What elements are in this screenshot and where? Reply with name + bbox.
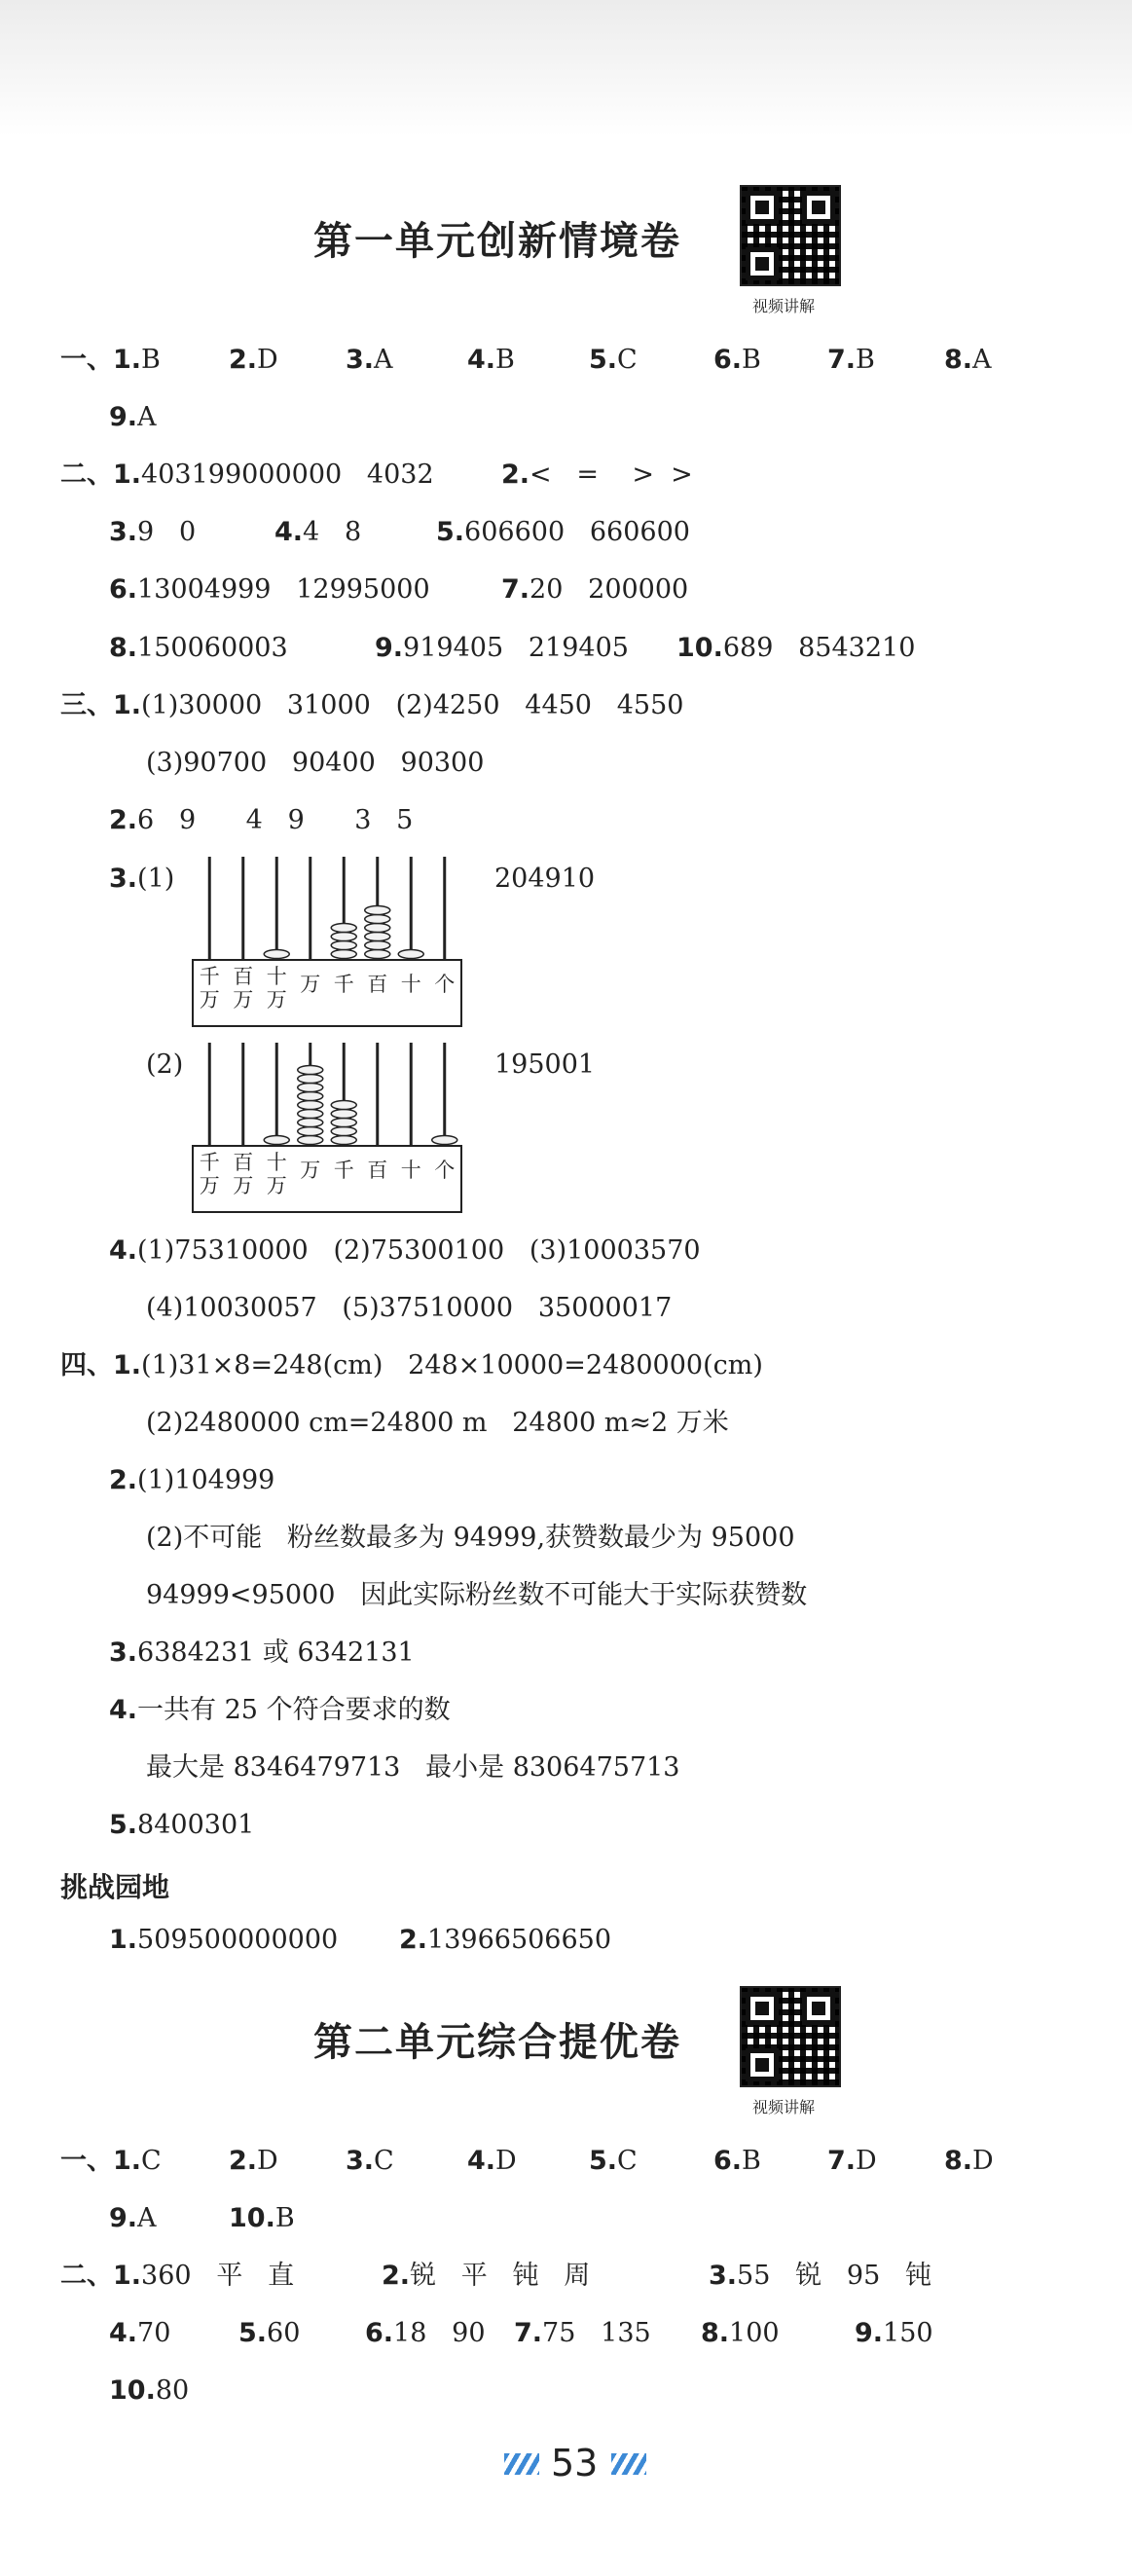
abacus-label: 千: [199, 1151, 220, 1174]
question-number: 8.: [944, 2146, 973, 2176]
answer-text: C: [374, 2146, 394, 2176]
question-number: 8.: [944, 345, 973, 375]
question-number: 6.: [109, 574, 138, 605]
scan-shading: [0, 0, 1132, 136]
answer-item: [467, 344, 515, 377]
answer-item: [60, 459, 434, 492]
abacus-label: 十: [400, 973, 421, 996]
abacus-bead: [298, 1084, 323, 1092]
abacus-label: 千: [333, 973, 354, 996]
abacus-label: 个: [434, 973, 456, 996]
abacus-label: 万: [233, 1174, 254, 1197]
abacus-label: 千: [333, 1159, 354, 1182]
answer-item: [109, 516, 196, 549]
question-number: 3.: [709, 2261, 738, 2291]
question-number: 6.: [713, 2146, 743, 2176]
abacus-label: 万: [300, 973, 321, 996]
answer-text: 18 90: [393, 2318, 486, 2348]
question-number: 4.: [467, 2146, 496, 2176]
answer-text: < = > >: [529, 460, 693, 490]
answer-text: 20 200000: [529, 574, 689, 605]
answer-text: C: [617, 2146, 638, 2176]
answer-item: [375, 632, 629, 665]
abacus-label: 万: [233, 988, 254, 1012]
unit1-s4-q1b: (2)2480000 cm=24800 m 24800 m≈2 万米: [146, 1408, 729, 1438]
abacus-label: 万: [199, 1174, 220, 1197]
answer-text: D: [495, 2146, 517, 2176]
abacus-bead: [298, 1127, 323, 1136]
answer-text: B: [856, 345, 875, 375]
answer-item: [827, 344, 875, 377]
abacus-bead: [298, 1101, 323, 1110]
answer-text: D: [972, 2146, 994, 2176]
answer-text: 100: [729, 2318, 780, 2348]
unit1-s4-q2: 2.(1)104999: [109, 1465, 275, 1495]
unit1-s4-q1: 四、1.(1)31×8=248(cm) 248×10000=2480000(cm): [60, 1350, 763, 1380]
question-number: 10.: [229, 2203, 275, 2233]
answer-item: [467, 2145, 517, 2178]
answer-item: [944, 2145, 994, 2178]
abacus-bead: [365, 941, 390, 950]
answer-item: [709, 2260, 931, 2293]
answer-item: [109, 2374, 189, 2408]
abacus-label: 千: [199, 965, 220, 988]
answer-item: [514, 2317, 651, 2350]
answer-item: [229, 2202, 295, 2235]
abacus-bead: [365, 924, 390, 933]
answer-item: [238, 2317, 300, 2350]
answer-item: [501, 459, 693, 492]
answer-item: [436, 516, 690, 549]
abacus-label: 万: [266, 988, 287, 1012]
question-number: 9.: [109, 402, 138, 432]
answer-text: 70: [137, 2318, 171, 2348]
qr-caption: 视频讲解: [752, 2098, 816, 2116]
abacus-bead: [331, 933, 356, 941]
question-number: 一、1.: [60, 2146, 142, 2176]
answer-item: [589, 344, 638, 377]
abacus-label: 百: [233, 1151, 254, 1174]
answer-text: A: [972, 345, 992, 375]
abacus-bead: [331, 924, 356, 933]
unit1-s4-q4: 4.一共有 25 个符合要求的数: [109, 1695, 451, 1725]
abacus-bead: [331, 941, 356, 950]
unit1-s3-q3: 3.(1): [109, 864, 175, 894]
answer-text: 9 0: [137, 517, 197, 547]
unit1-s4-q5: 5.8400301: [109, 1810, 255, 1840]
answer-item: [109, 1924, 338, 1957]
answer-item: [229, 344, 278, 377]
question-number: 二、1.: [60, 460, 142, 490]
answer-text: 13004999 12995000: [137, 574, 430, 605]
answer-item: [109, 2317, 170, 2350]
abacus-bead: [331, 1110, 356, 1119]
question-number: 1.: [109, 1925, 138, 1955]
answer-item: [365, 2317, 486, 2350]
question-number: 3.: [346, 2146, 375, 2176]
unit1-title: 第一单元创新情境卷: [313, 219, 681, 264]
answer-text: C: [141, 2146, 162, 2176]
answer-text: A: [374, 345, 393, 375]
answer-item: [346, 2145, 394, 2178]
answer-text: 919405 219405: [403, 633, 629, 663]
question-number: 2.: [501, 460, 530, 490]
answer-item: [713, 344, 761, 377]
abacus-label: 万: [266, 1174, 287, 1197]
question-number: 2.: [229, 345, 258, 375]
answer-text: 360 平 直: [141, 2261, 295, 2291]
unit1-s4-q4b: 最大是 8346479713 最小是 8306475713: [146, 1752, 680, 1783]
answer-text: 606600 660600: [464, 517, 690, 547]
question-number: 2.: [382, 2261, 411, 2291]
answer-text: B: [141, 345, 161, 375]
unit1-s4-q3: 3.6384231 或 6342131: [109, 1638, 415, 1668]
question-number: 7.: [514, 2318, 543, 2348]
answer-item: [713, 2145, 761, 2178]
unit1-s3-q2: 2.6 9 4 9 3 5: [109, 805, 414, 835]
qr-code-icon[interactable]: [740, 1986, 841, 2087]
question-number: 8.: [109, 633, 138, 663]
question-number: 2.: [399, 1925, 428, 1955]
abacus-bead: [365, 915, 390, 924]
abacus-bead: [298, 1092, 323, 1101]
unit1-s3-q4: 4.(1)75310000 (2)75300100 (3)10003570: [109, 1235, 701, 1266]
answer-item: [399, 1924, 611, 1957]
stripe-decoration-left: [504, 2453, 539, 2475]
question-number: 2.: [229, 2146, 258, 2176]
question-number: 7.: [827, 2146, 857, 2176]
abacus-bead: [264, 1136, 289, 1145]
question-number: 3.: [109, 517, 138, 547]
answer-item: [676, 632, 915, 665]
unit1-s3-q1: 三、1.(1)30000 31000 (2)4250 4450 4550: [60, 690, 684, 720]
answer-item: [501, 573, 688, 607]
answer-item: [109, 573, 430, 607]
answer-text: 55 锐 95 钝: [737, 2261, 932, 2291]
question-number: 6.: [713, 345, 743, 375]
abacus-label: 万: [300, 1159, 321, 1182]
answer-item: [109, 632, 288, 665]
abacus-bead: [298, 1066, 323, 1075]
question-number: 3.: [346, 345, 375, 375]
page-number: 53: [551, 2442, 599, 2484]
answer-text: B: [274, 2203, 295, 2233]
challenge-title: 挑战园地: [60, 1871, 170, 1903]
answer-text: 509500000000: [137, 1925, 339, 1955]
unit1-s3-q4b: (4)10030057 (5)37510000 35000017: [146, 1293, 673, 1323]
abacus-1: [191, 855, 465, 1028]
abacus-label: 百: [367, 1159, 388, 1182]
answer-item: [944, 344, 992, 377]
abacus-bead: [331, 950, 356, 959]
abacus-bead: [398, 950, 423, 959]
question-number: 5.: [589, 345, 618, 375]
answer-text: 150: [883, 2318, 933, 2348]
question-number: 9.: [375, 633, 404, 663]
answer-text: B: [742, 345, 761, 375]
answer-text: 60: [267, 2318, 301, 2348]
answer-text: 锐 平 钝 周: [410, 2261, 591, 2291]
answer-item: [60, 2145, 162, 2178]
answer-item: [346, 344, 393, 377]
question-number: 8.: [701, 2318, 730, 2348]
answer-item: [589, 2145, 638, 2178]
unit2-title: 第二单元综合提优卷: [313, 2020, 681, 2065]
answer-text: 75 135: [542, 2318, 651, 2348]
abacus-label: 百: [367, 973, 388, 996]
abacus-bead: [365, 906, 390, 915]
answer-item: [701, 2317, 780, 2350]
answer-text: A: [137, 2203, 157, 2233]
abacus-bead: [432, 1136, 457, 1145]
question-number: 一、1.: [60, 345, 142, 375]
abacus-label: 百: [233, 965, 254, 988]
answer-item: [60, 344, 161, 377]
unit1-s3-q3-part2: (2): [146, 1049, 184, 1080]
answer-text: B: [495, 345, 515, 375]
question-number: 9.: [855, 2318, 884, 2348]
abacus-bead: [331, 1119, 356, 1127]
question-number: 6.: [365, 2318, 394, 2348]
answer-text: 13966506650: [427, 1925, 612, 1955]
answer-item: [109, 2202, 157, 2235]
answer-text: D: [257, 2146, 278, 2176]
answer-text: 403199000000 4032: [141, 460, 434, 490]
abacus-bead: [298, 1119, 323, 1127]
stripe-decoration-right: [611, 2453, 646, 2475]
abacus1-value: 204910: [494, 864, 596, 894]
question-number: 4.: [467, 345, 496, 375]
answer-text: 150060003: [137, 633, 288, 663]
qr-caption: 视频讲解: [752, 297, 816, 315]
question-number: 5.: [238, 2318, 268, 2348]
unit1-s3-q1b: (3)90700 90400 90300: [146, 748, 485, 778]
question-number: 9.: [109, 2203, 138, 2233]
question-number: 5.: [436, 517, 465, 547]
answer-text: D: [257, 345, 278, 375]
question-number: 7.: [501, 574, 530, 605]
abacus-bead: [331, 1127, 356, 1136]
answer-item: [274, 516, 361, 549]
answer-text: A: [137, 402, 157, 432]
question-number: 10.: [109, 2375, 156, 2406]
abacus-bead: [298, 1136, 323, 1145]
qr-code-icon[interactable]: [740, 185, 841, 286]
abacus-label: 十: [400, 1159, 421, 1182]
answer-item: [382, 2260, 590, 2293]
abacus-label: 个: [434, 1159, 456, 1182]
answer-text: D: [856, 2146, 877, 2176]
answer-text: C: [617, 345, 638, 375]
answer-text: 80: [155, 2375, 190, 2406]
abacus-bead: [331, 1136, 356, 1145]
answer-text: 4 8: [303, 517, 362, 547]
abacus-bead: [298, 1075, 323, 1084]
abacus-bead: [264, 950, 289, 959]
question-number: 5.: [589, 2146, 618, 2176]
answer-text: B: [742, 2146, 761, 2176]
abacus-bead: [365, 933, 390, 941]
answer-item: [109, 401, 157, 434]
abacus-bead: [331, 1101, 356, 1110]
question-number: 7.: [827, 345, 857, 375]
unit1-s4-q2b: (2)不可能 粉丝数最多为 94999,获赞数最少为 95000: [146, 1523, 795, 1553]
answer-item: [855, 2317, 933, 2350]
question-number: 二、1.: [60, 2261, 142, 2291]
abacus-label: 十: [266, 965, 287, 988]
abacus-label: 十: [266, 1151, 287, 1174]
abacus-bead: [298, 1110, 323, 1119]
abacus2-value: 195001: [494, 1049, 596, 1080]
answer-item: [827, 2145, 877, 2178]
abacus-bead: [365, 950, 390, 959]
unit1-s4-q2c: 94999<95000 因此实际粉丝数不可能大于实际获赞数: [146, 1580, 808, 1610]
question-number: 4.: [109, 2318, 138, 2348]
answer-item: [60, 2260, 294, 2293]
question-number: 4.: [274, 517, 304, 547]
abacus-2: [191, 1041, 465, 1214]
answer-item: [229, 2145, 278, 2178]
abacus-label: 万: [199, 988, 220, 1012]
answer-text: 689 8543210: [722, 633, 916, 663]
question-number: 10.: [676, 633, 723, 663]
